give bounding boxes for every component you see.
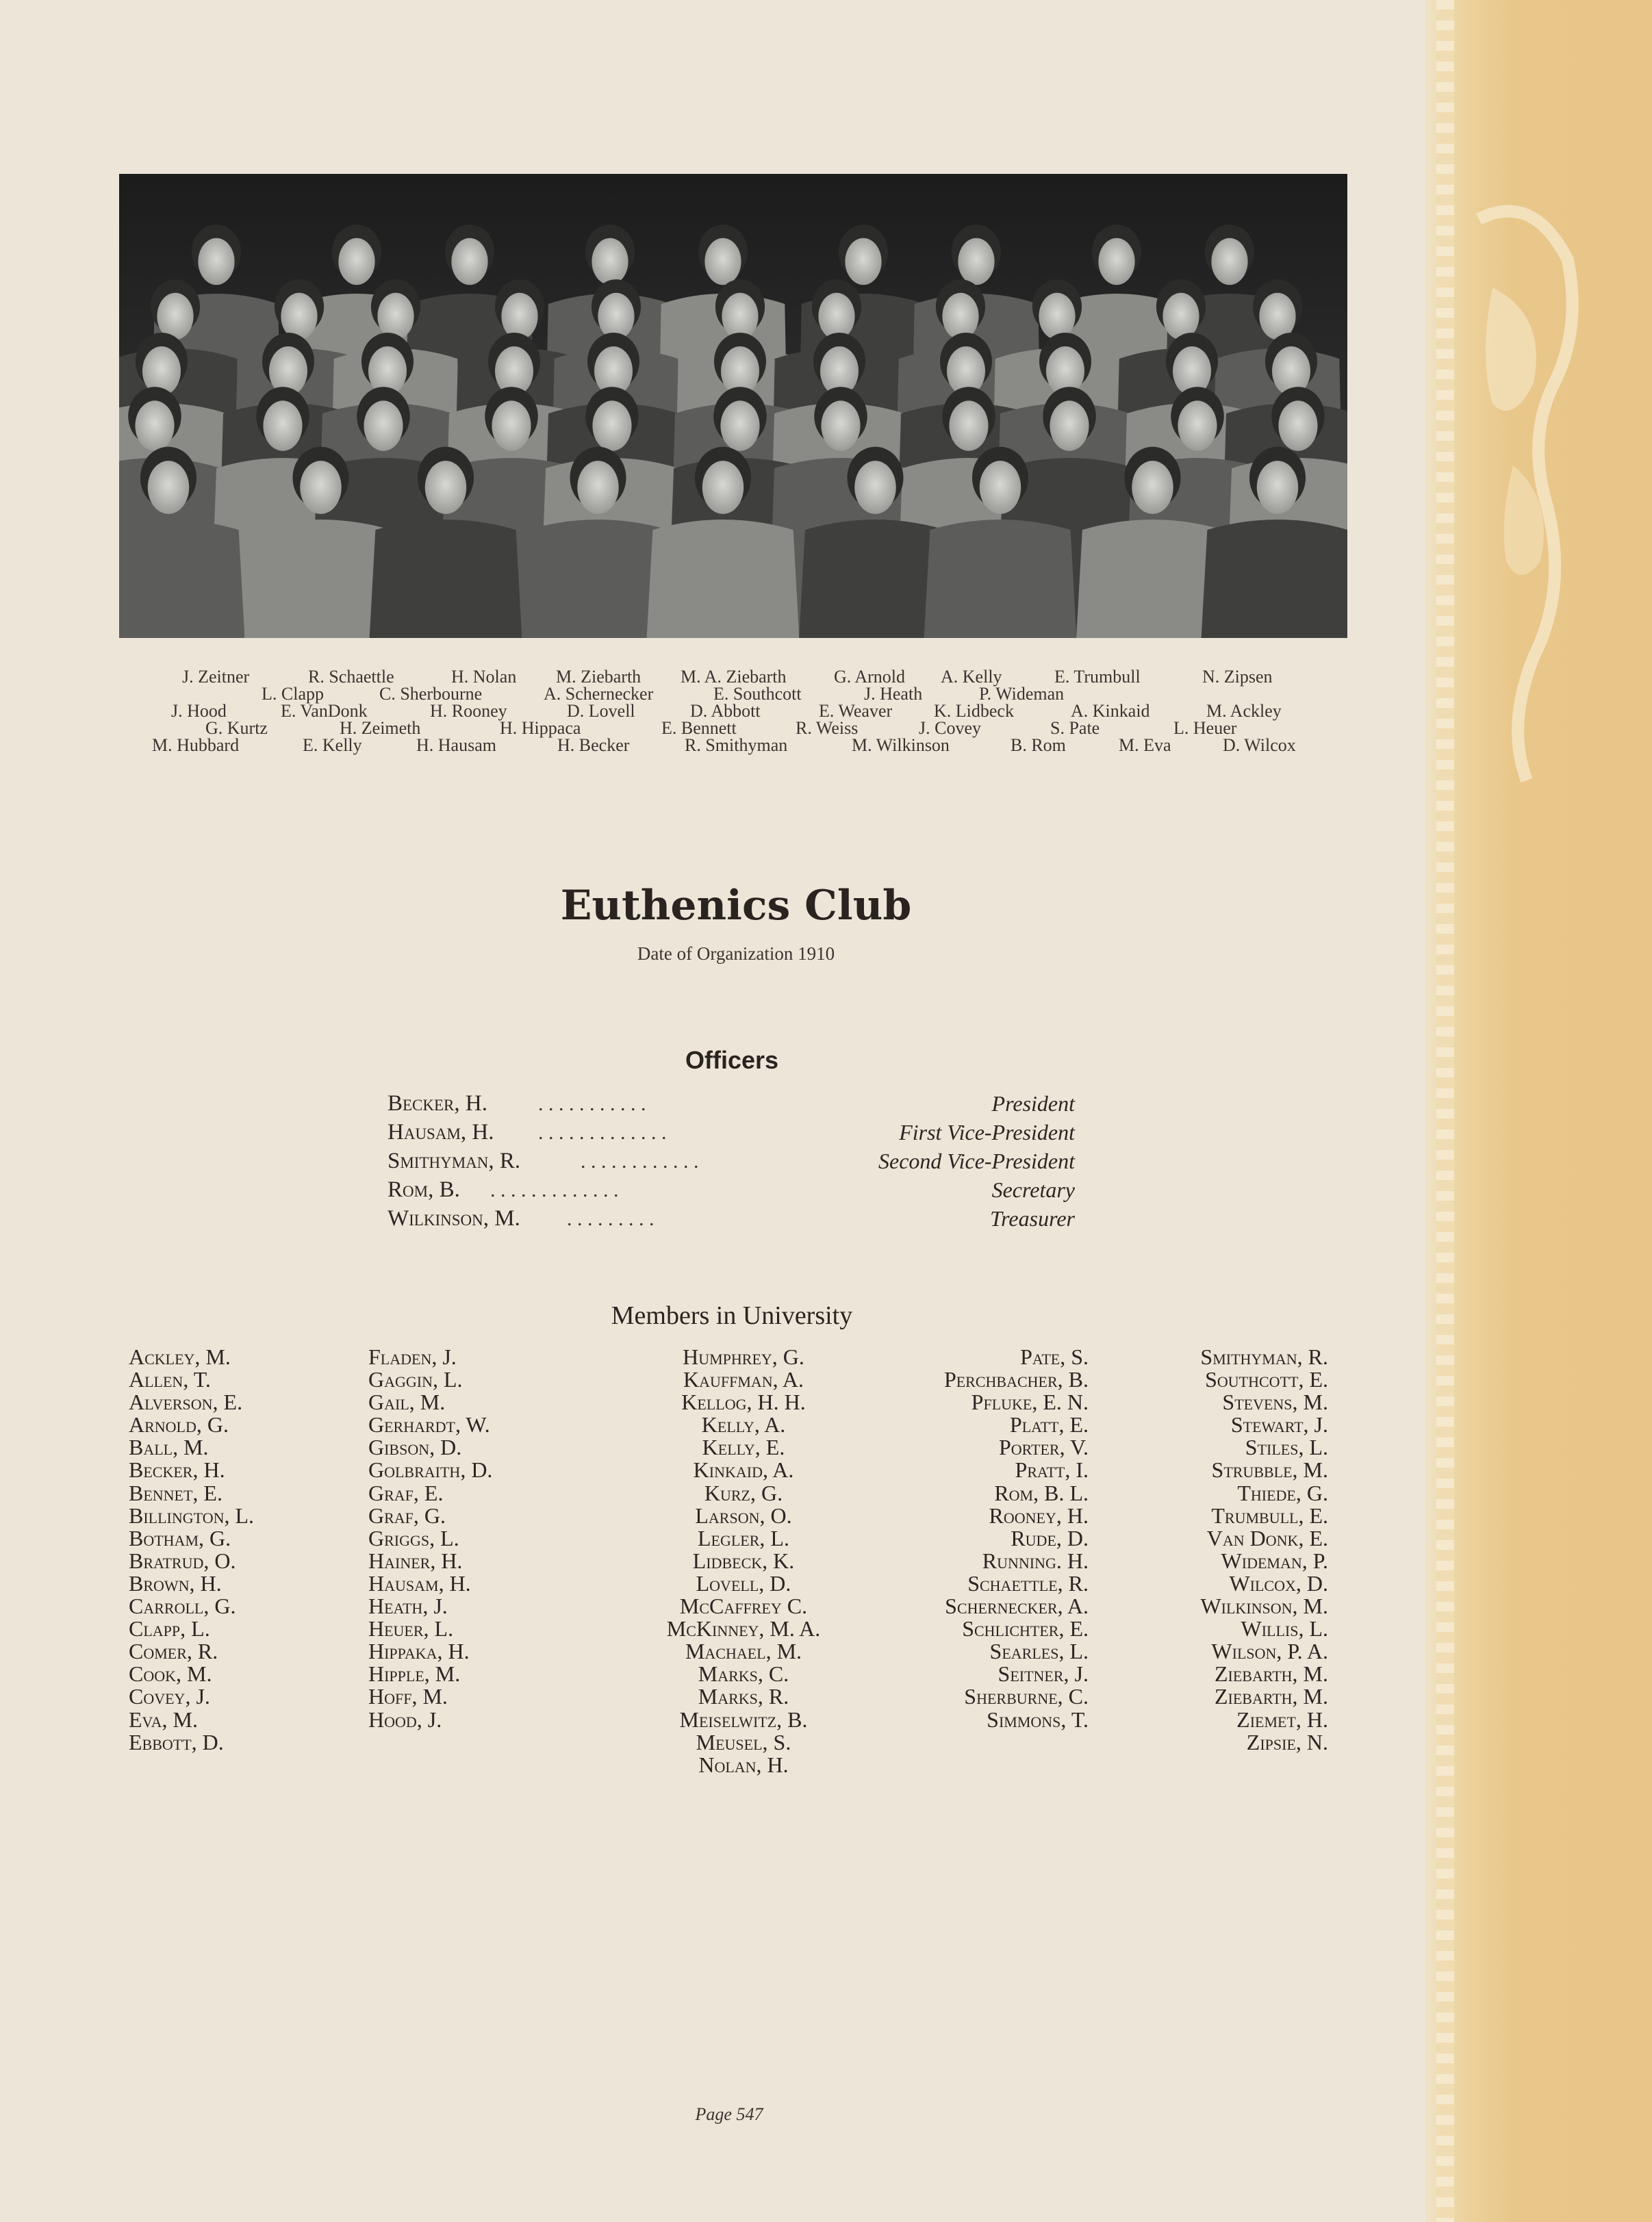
person-face [704, 238, 741, 285]
person-face [281, 293, 317, 340]
member-name: Lidbeck, K. [692, 1548, 795, 1573]
member-name: Southcott, E. [1205, 1367, 1328, 1392]
caption-name: D. Wilcox [1223, 735, 1296, 755]
members-column [368, 1346, 574, 1731]
member-name: Kelly, A. [701, 1412, 786, 1438]
member-name: Wilcox, D. [1229, 1570, 1328, 1596]
member-name: Hippaka, H. [368, 1639, 470, 1664]
member-name: Strubble, M. [1211, 1457, 1328, 1483]
caption-name: N. Zipsen [1202, 667, 1273, 687]
member-name: Willis, L. [1241, 1616, 1328, 1642]
caption-name: H. Hippaca [500, 718, 581, 738]
member-name: Kellog, H. H. [681, 1390, 806, 1415]
person-face [845, 238, 881, 285]
member-name: Clapp, L. [129, 1616, 210, 1642]
person-face [135, 400, 174, 450]
members-column [129, 1346, 334, 1754]
member-name: Heath, J. [368, 1594, 448, 1619]
person-face [1132, 461, 1173, 514]
leader-dots: . . . . . . . . . . . . . [490, 1179, 619, 1201]
member-name: Lovell, D. [696, 1570, 791, 1596]
member-name: McKinney, M. A. [666, 1616, 821, 1642]
member-name: Botham, G. [129, 1525, 231, 1550]
caption-name: S. Pate [1050, 718, 1100, 738]
member-name: Bennet, E. [129, 1480, 223, 1505]
caption-name: E. Bennett [661, 718, 737, 738]
member-name: Bratrud, O. [129, 1548, 236, 1573]
person-face [1098, 238, 1134, 285]
caption-name: H. Zeimeth [340, 718, 421, 738]
organization-date: Date of Organization 1910 [637, 943, 835, 964]
person-face [451, 238, 487, 285]
person-face [1039, 293, 1075, 340]
person-body [368, 520, 522, 638]
member-name: Gerhardt, W. [368, 1412, 490, 1438]
member-name: Billington, L. [129, 1503, 255, 1528]
member-name: Wideman, P. [1221, 1548, 1328, 1573]
person-face [364, 400, 403, 450]
member-name: Schernecker, A. [945, 1594, 1089, 1619]
members-heading: Members in University [611, 1301, 853, 1330]
member-name: Ziebarth, M. [1214, 1684, 1328, 1709]
person-face [157, 293, 193, 340]
member-name: Hoff, M. [368, 1684, 448, 1709]
member-name: Hausam, H. [368, 1570, 471, 1596]
member-name: Marks, R. [698, 1684, 789, 1709]
leader-dots: . . . . . . . . . [567, 1208, 655, 1230]
caption-name: G. Arnold [834, 667, 905, 687]
member-name: Kelly, E. [702, 1435, 785, 1460]
person-face [492, 400, 531, 450]
member-name: Allen, T. [129, 1367, 211, 1392]
caption-name: M. Eva [1119, 735, 1171, 755]
member-name: Rude, D. [1011, 1525, 1089, 1550]
member-name: Meiselwitz, B. [679, 1707, 808, 1732]
person-face [720, 400, 759, 450]
member-name: Trumbull, E. [1211, 1503, 1328, 1528]
members-column [842, 1346, 1089, 1731]
caption-name: E. VanDonk [281, 701, 368, 721]
member-name: Meusel, S. [696, 1729, 791, 1754]
officer-role: President [991, 1091, 1075, 1116]
members-column [607, 1346, 880, 1776]
member-name: Becker, H. [129, 1457, 225, 1483]
person-face [818, 293, 854, 340]
member-name: Seitner, J. [997, 1661, 1089, 1687]
member-name: Pratt, I. [1015, 1457, 1089, 1483]
member-name: Smithyman, R. [1200, 1344, 1328, 1369]
person-face [338, 238, 374, 285]
member-name: Rom, B. L. [994, 1480, 1089, 1505]
officer-row [387, 1206, 1075, 1234]
member-name: Brown, H. [129, 1570, 222, 1596]
group-photo [119, 174, 1347, 638]
officer-name: Rom, B. [387, 1177, 460, 1202]
caption-name: E. Trumbull [1054, 667, 1141, 687]
member-name: Kinkaid, A. [693, 1457, 794, 1483]
officer-row [387, 1149, 1075, 1176]
member-name: Hood, J. [368, 1707, 442, 1732]
member-name: Carroll, G. [129, 1594, 236, 1619]
club-title: Euthenics Club [560, 882, 912, 930]
member-name: Larson, O. [695, 1503, 792, 1528]
member-name: Machael, M. [685, 1639, 802, 1664]
caption-name: A. Kinkaid [1071, 701, 1150, 721]
caption-name: M. Hubbard [152, 735, 240, 755]
member-name: Arnold, G. [129, 1412, 229, 1438]
member-name: Schaettle, R. [967, 1570, 1089, 1596]
person-face [1211, 238, 1247, 285]
officer-role: First Vice-President [899, 1120, 1075, 1145]
caption-name: M. Wilkinson [852, 735, 950, 755]
member-name: Marks, C. [698, 1661, 789, 1687]
caption-name: E. Kelly [303, 735, 362, 755]
officer-row [387, 1120, 1075, 1147]
member-name: Rooney, H. [989, 1503, 1089, 1528]
member-name: Eva, M. [129, 1707, 198, 1732]
caption-name: M. A. Ziebarth [681, 667, 787, 687]
member-name: Heuer, L. [368, 1616, 454, 1642]
caption-name: J. Hood [171, 701, 227, 721]
officer-row [387, 1177, 1075, 1205]
member-name: Hipple, M. [368, 1661, 461, 1687]
person-face [425, 461, 466, 514]
caption-name: H. Nolan [451, 667, 517, 687]
person-face [1257, 461, 1298, 514]
member-name: Covey, J. [129, 1684, 210, 1709]
caption-name: J. Covey [919, 718, 981, 738]
caption-name: J. Heath [864, 684, 923, 704]
member-name: Golbraith, D. [368, 1457, 493, 1483]
member-name: Ziebarth, M. [1214, 1661, 1328, 1687]
member-name: Alverson, E. [129, 1390, 243, 1415]
leader-dots: . . . . . . . . . . . . [581, 1150, 699, 1173]
person-face [722, 293, 758, 340]
caption-name: R. Weiss [796, 718, 859, 738]
member-name: Thiede, G. [1237, 1480, 1328, 1505]
person-face [980, 461, 1021, 514]
caption-name: D. Abbott [690, 701, 761, 721]
person-face [821, 400, 860, 450]
caption-name: L. Clapp [262, 684, 324, 704]
member-name: Gaggin, L. [368, 1367, 463, 1392]
member-name: Nolan, H. [698, 1752, 789, 1777]
caption-name: A. Kelly [941, 667, 1002, 687]
member-name: Cook, M. [129, 1661, 212, 1687]
person-face [942, 293, 978, 340]
member-name: McCaffrey C. [679, 1594, 808, 1619]
leader-dots: . . . . . . . . . . . [538, 1093, 646, 1115]
person-face [702, 461, 744, 514]
caption-name: E. Southcott [713, 684, 802, 704]
member-name: Graf, E. [368, 1480, 444, 1505]
caption-name: H. Hausam [416, 735, 496, 755]
member-name: Searles, L. [989, 1639, 1089, 1664]
member-name: Graf, G. [368, 1503, 446, 1528]
person-body [1200, 520, 1347, 638]
member-name: Hainer, H. [368, 1548, 463, 1573]
member-name: Platt, E. [1009, 1412, 1089, 1438]
member-name: Simmons, T. [987, 1707, 1089, 1732]
officer-name: Becker, H. [387, 1091, 487, 1116]
caption-row [119, 737, 1347, 754]
person-face [592, 400, 631, 450]
person-body [923, 520, 1077, 638]
ornament-illustration [1451, 178, 1588, 794]
person-face [300, 461, 341, 514]
person-face [198, 238, 234, 285]
caption-name: M. Ackley [1206, 701, 1282, 721]
caption-name: J. Zeitner [182, 667, 250, 687]
page-number: Page 547 [695, 2104, 763, 2124]
member-name: Running. H. [982, 1548, 1089, 1573]
member-name: Gibson, D. [368, 1435, 462, 1460]
caption-name: E. Weaver [819, 701, 893, 721]
member-name: Pate, S. [1020, 1344, 1089, 1369]
member-name: Sherburne, C. [964, 1684, 1089, 1709]
person-body [646, 520, 800, 638]
person-body [119, 520, 246, 638]
members-column [1095, 1346, 1328, 1754]
person-face [1162, 293, 1199, 340]
person-face [592, 238, 628, 285]
person-face [1259, 293, 1295, 340]
person-face [148, 461, 189, 514]
caption-name: C. Sherbourne [379, 684, 483, 704]
officer-row [387, 1091, 1075, 1119]
caption-name: D. Lovell [567, 701, 635, 721]
member-name: Comer, R. [129, 1639, 218, 1664]
member-name: Griggs, L. [368, 1525, 459, 1550]
caption-name: G. Kurtz [205, 718, 268, 738]
caption-name: K. Lidbeck [934, 701, 1014, 721]
member-name: Porter, V. [999, 1435, 1089, 1460]
member-name: Ebbott, D. [129, 1729, 224, 1754]
member-name: Pfluke, E. N. [971, 1390, 1089, 1415]
person-face [1278, 400, 1317, 450]
officer-name: Wilkinson, M. [387, 1206, 520, 1231]
person-face [501, 293, 537, 340]
member-name: Fladen, J. [368, 1344, 457, 1369]
caption-name: M. Ziebarth [556, 667, 641, 687]
member-name: Zipsie, N. [1246, 1729, 1328, 1754]
member-name: Perchbacher, B. [943, 1367, 1089, 1392]
officers-heading: Officers [685, 1046, 779, 1074]
leader-dots: . . . . . . . . . . . . . [538, 1121, 667, 1144]
member-name: Stevens, M. [1222, 1390, 1328, 1415]
person-face [577, 461, 618, 514]
caption-name: R. Schaettle [308, 667, 394, 687]
member-name: Schlichter, E. [962, 1616, 1089, 1642]
officer-role: Treasurer [990, 1206, 1075, 1231]
member-name: Ziemet, H. [1236, 1707, 1328, 1732]
caption-name: R. Smithyman [685, 735, 788, 755]
member-name: Gail, M. [368, 1390, 446, 1415]
member-name: Kurz, G. [704, 1480, 783, 1505]
member-name: Stewart, J. [1230, 1412, 1328, 1438]
officer-role: Second Vice-President [878, 1149, 1075, 1173]
caption-name: P. Wideman [979, 684, 1065, 704]
caption-name: H. Rooney [430, 701, 507, 721]
member-name: Kauffman, A. [683, 1367, 804, 1392]
member-name: Wilson, P. A. [1211, 1639, 1328, 1664]
person-face [1050, 400, 1089, 450]
member-name: Van Donk, E. [1206, 1525, 1328, 1550]
member-name: Stiles, L. [1245, 1435, 1328, 1460]
member-name: Humphrey, G. [683, 1344, 804, 1369]
caption-name: H. Becker [557, 735, 630, 755]
person-face [854, 461, 895, 514]
member-name: Ball, M. [129, 1435, 209, 1460]
caption-name: L. Heuer [1173, 718, 1237, 738]
person-face [1178, 400, 1217, 450]
member-name: Legler, L. [698, 1525, 789, 1550]
officer-role: Secretary [991, 1177, 1075, 1202]
person-face [949, 400, 988, 450]
member-name: Wilkinson, M. [1200, 1594, 1328, 1619]
officer-name: Smithyman, R. [387, 1149, 521, 1173]
caption-name: B. Rom [1011, 735, 1066, 755]
person-face [263, 400, 302, 450]
person-face [598, 293, 634, 340]
person-face [377, 293, 414, 340]
officer-name: Hausam, H. [387, 1120, 494, 1145]
caption-name: A. Schernecker [544, 684, 654, 704]
person-face [958, 238, 994, 285]
member-name: Ackley, M. [129, 1344, 231, 1369]
